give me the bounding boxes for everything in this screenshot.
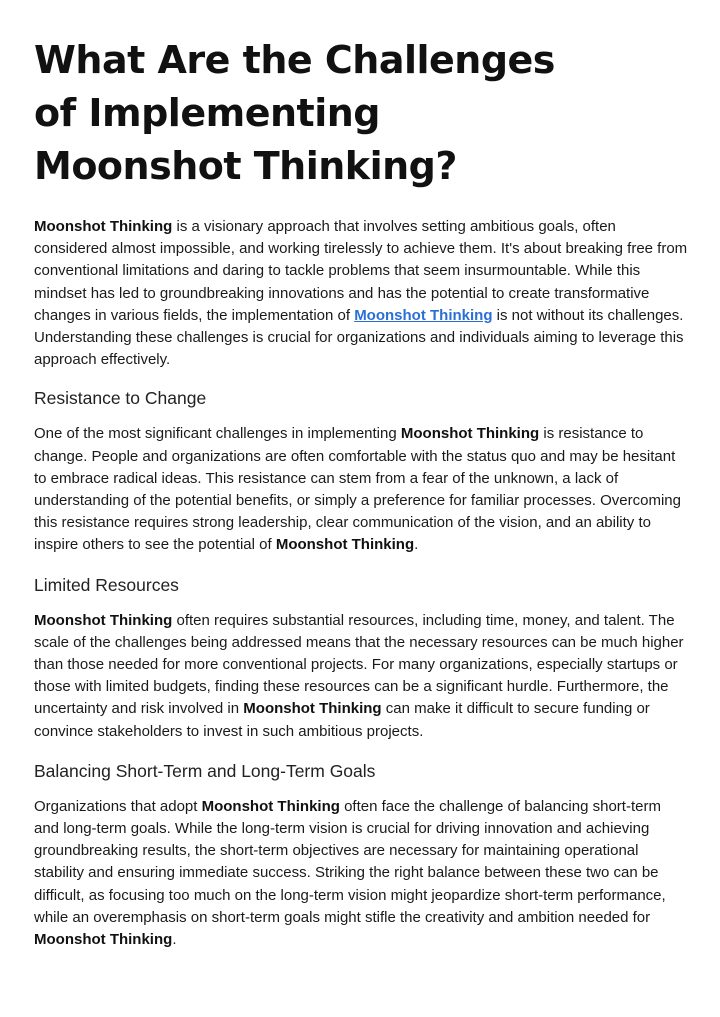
paragraph-text-part: can make it difficult to secure funding or convince stakeholders to invest in such ambitious projects. [34, 700, 650, 740]
page-title: What Are the Challenges of Implementing Moonshot Thinking? [34, 38, 555, 188]
intro-paragraph [34, 216, 688, 371]
bold-term: Moonshot Thinking [275, 536, 415, 554]
paragraph-text-part: often requires substantial resources, including time, money, and talent. The scale of the challenges being addressed means that the necessary resources can be much higher than those needed for more conventional projects. For many organizations, especially startups or those with limited budgets, finding these resources can be a significant hurdle. Furthermore, the uncertainty and risk involved in [34, 611, 684, 718]
bold-term: Moonshot Thinking [243, 700, 382, 718]
section-paragraph-balancing-goals [34, 796, 688, 951]
article [34, 34, 688, 951]
bold-term: Moonshot Thinking [34, 931, 173, 949]
paragraph-text-part: is resistance to change. People and organizations are often comfortable with the status quo and may be hesitant to embrace radical ideas. This resistance can stem from a fear of the unknown, a lack of understanding of the potential benefits, or simply a preference for familiar processes. Overcoming this resistance requires strong leadership, clear communication of the vision, and an ability to inspire others to see the potential of [34, 425, 681, 554]
paragraph-text-part: One of the most significant challenges in implementing [34, 425, 401, 443]
paragraph-text-part: Organizations that adopt [34, 797, 202, 815]
section-paragraph-resistance-to-change [34, 423, 688, 556]
intro-text-part: is not without its challenges. Understanding these challenges is crucial for organizations and individuals aiming to leverage this approach effectively. [34, 306, 684, 369]
paragraph-text-part: often face the challenge of balancing short-term and long-term goals. While the long-term vision is crucial for driving innovation and achieving groundbreaking results, the short-term objectives are necessary for maintaining operational stability and ensuring immediate success. Striking the right balance between these two can be difficult, as focusing too much on the long-term vision might jeopardize short-term performance, while an overemphasis on short-term goals might stifle the creativity and ambition needed for [34, 797, 666, 926]
bold-term: Moonshot Thinking [34, 611, 173, 629]
section-heading-limited-resources: Limited Resources [34, 574, 179, 595]
section-heading-balancing-goals: Balancing Short-Term and Long-Term Goals [34, 760, 376, 781]
moonshot-thinking-link[interactable]: Moonshot Thinking [354, 306, 493, 324]
bold-term: Moonshot Thinking [201, 797, 340, 815]
section-paragraph-limited-resources [34, 610, 688, 743]
intro-text-part: is a visionary approach that involves setting ambitious goals, often considered almost impossible, and working tirelessly to achieve them. It's about breaking free from conventional limitations and daring to tackle problems that seem insurmountable. While this mindset has led to groundbreaking innovations and has the potential to create transformative changes in various fields, the implementation of [34, 218, 688, 324]
paragraph-text-part: . [414, 536, 419, 554]
bold-term: Moonshot Thinking [400, 425, 540, 443]
section-heading-resistance-to-change: Resistance to Change [34, 388, 207, 409]
paragraph-text-part: . [172, 931, 177, 949]
bold-term: Moonshot Thinking [34, 218, 173, 235]
